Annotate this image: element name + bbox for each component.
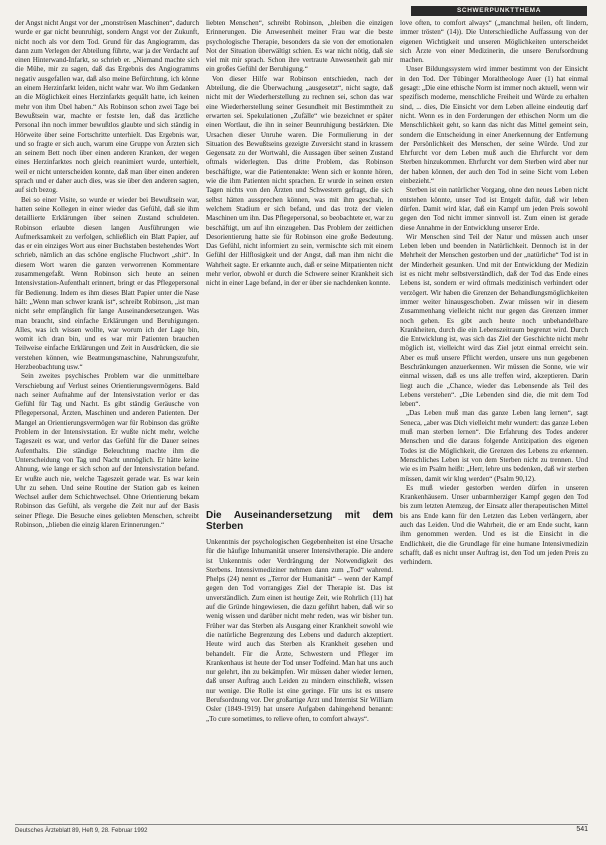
paragraph: Es muß wieder gestorben werden dürfen in unseren Krankenhäusern. Unser unbarmherziger Kampf gegen den Tod bis zum letzten Atemzug, der Einsatz aller therapeutischen Mittel bis ans Ende kann für den Letzten das Leben verlängern, aber auch das Leiden. Und die Wahrheit, die er am Ende sucht, kann ihm genommen werden. Und es ist die Einsicht in die Endlichkeit, die die Grundlage für eine humane Intensivmedizin schafft, daß es nicht unser Auftrag ist, den Tod um jeden Preis zu verhindern. <box>400 483 588 567</box>
paragraph: liebten Menschen“, schreibt Robinson, „bleiben die einzigen Erinnerungen. Die Anwesenheit meiner Frau war die beste psychologische Therapie, besonders da sie von der emotionalen Not der Situation überwältigt schien. Es war nicht nötig, daß sie viel mit mir sprach. Schon ihre vertraute Anwesenheit gab mir ein großes Gefühl der Beruhigung.“ <box>206 19 393 74</box>
footer-rule <box>15 824 588 825</box>
paragraph: der Angst nicht Angst vor der „monströsen Maschinen“, dadurch wurde er gar nicht beunruhigt, sondern Angst vor der Zukunft, nicht noch als vor dem Tod. Grund für das Angiogramm, das dann zum Verlegen der Abteilung führte, war ja der Verdacht auf einen Hinterwand-Infarkt, so schrieb er. „Niemand machte sich die Mühe, mir zu sagen, daß das Ergebnis des Angiogramms negativ ausgefallen war, daß also meine Befürchtung, ich könne an einem Herzinfarkt leiden, nicht wahr war. Wo ihm Gedanken an die Möglichkeit eines Herzinfarkts gequält hatte, ich keinen mehr von ihm Übel haben.“ Als Robinson schon zwei Tage bei Bewußtsein war, machte er festste len, daß das ärztliche Personal ihn noch immer bewußtlos glaubte und sich ständig in Hörweite über seine Fortschritte unterhielt. Das Ergebnis war, und so fragte er sich auch, warum eine Gruppe von Ärzten sich an seinem Bett noch über einen anderen Kranken, der wegen eines Herzinfarktes noch gleich reanimiert wurde, unterhielt, weil er nicht unterscheiden konnte, daß man über einen anderen sprach und er daher auch dies, was sie über den anderen sagten, auf sich bezog. <box>15 19 199 195</box>
paragraph: love often, to comfort always“ („manchmal heilen, oft lindern, immer trösten“ (14)). Die Unterschiedliche Auffassung von der eigenen Wichtigkeit und unseren Möglichkeiten unterscheidet sich Ärzte von einer Medizinerin, die unsere Berufsordnung machen. <box>400 19 588 65</box>
paragraph: Bei so einer Visite, so wurde er wieder bei Bewußtsein war, hatten seine Kollegen in einer wieder das Gefühl, daß sie ihm detaillierte Erklärungen über seinen Zustand schuldeten. Robinson erlaubte diesen langen Ausführungen wie Aufmerksamkeit zu verfolgen, schließlich ein Blatt Papier, auf das er ein einziges Wort aus einer Buchstaben bestehendes Wort schrieb, nämlich an das schöne englische Fluchwort „shit“. In diesem Wort waren die ganzen verworrenen Kommentare zusammengefaßt. Wenn Robinson sich heute an seinen Intensivstation-Aufenthalt erinnert, bringt er das Pflegepersonal für Bedienung. Indem es ihm dieses Blatt Papier unter die Nase hält: „Wenn man schwer krank ist“, schreibt Robinson, „ist man nicht sehr empfänglich für lange Auseinandersetzungen. Was man braucht, sind einfache Erklärungen und Beruhigungen. Alles, was ich wissen wollte, war worum ich der Lage bin, womit ich dran bin, und es war mir Patienten brauchen Teilweise einfache Erklärungen und Zeit in Ausdrücken, die sie verstehen können, wie Beatmungsmaschine, Nahrungszufuhr, Herzbeobachtung usw.“ <box>15 195 199 371</box>
paragraph: Sterben ist ein natürlicher Vorgang, ohne den neues Leben nicht entstehen könnte, unser Tod ist Entgelt dafür, daß wir leben dürfen. Damit wird klar, daß ein Kampf um jeden Preis sowohl gegen den Tod nicht immer sinnvoll ist. Zum einen ist gerade diese Annahme in der Entwicklung unserer Erde. <box>400 186 588 232</box>
paragraph: Wir Menschen sind Teil der Natur und müssen auch unser Leben leben und beenden in Natürlichkeit. Dennoch ist in der Mehrheit der Menschen gestorben und der „natürliche“ Tod ist in der Minderheit gesunken. Und mit der Entwicklung der Medizin ist es nicht mehr selbstverständlich, daß der Tod das Ende eines Lebens ist, sondern er wird oftmals medizinisch verhindert oder verzögert. Wir haben die Grenzen der Behandlungsmöglichkeiten immer weiter hinausgeschoben. Zwar müssen wir in diesem Zusammenhang vielleicht nicht nur gegen das Grenzen immer noch gehen. Es gibt auch heute noch unbehandelbare Krankheiten, durch die ein Lebenszeitraum begrenzt wird. Durch die Entwicklung ist, was sich das Ziel der Geschichte nicht mehr möglich ist, vielleicht wird das Ziel jetzt einmal erreicht sein. Aber es muß unsere Pflicht werden, unsere uns nun gegebenen Beschränkungen anzuerkennen. Wir müssen die Sonne, wie wir einmal wissen, daß es uns alle treffen wird, akzeptieren. Darin liegt auch die „Chance, wieder das Lebensende als Teil des Lebens verstehen“. „Die Lebenden sind die, die mit dem Tod leben“. <box>400 232 588 409</box>
section-body <box>206 538 393 724</box>
footer-citation: Deutsches Ärzteblatt 89, Heft 9, 28. Februar 1992 <box>15 828 148 834</box>
paragraph: Unkenntnis der psychologischen Gegebenheiten ist eine Ursache für die häufige Inhumanität unserer Intensivtherapie. Die andere ist Unkenntnis oder Verdrängung der Notwendigkeit des Sterbens. Intensivmediziner nehmen dann zum „Tod“ wahrend. Phelps (24) nennt es „Terror der Humanität“ – wenn der Kampf gegen den Tod vorrangiges Ziel der Therapie ist. Das ist unverständlich. Zum einen ist heutige Zeit, wie Rohrlich (11) hat auf die Gründe hingewiesen, die dazu geführt haben, daß wir so wenig wissen und darüber nicht mehr reden, was wir bisher tun. Früher war das Sterben als Ausgang einer Krankheit sowohl wie die natürliche Begrenzung des Lebens und dadurch akzeptiert. Heute wird auch das Sterben als Krankheit gesehen und behandelt. Für die Ärzte, Schwestern und Pfleger im Krankenhaus ist heute der Tod unser Todfeind. Man hat uns auch nur gelehrt, ihn zu bekämpfen. Wir müssen daher wieder lernen, daß unser Auftrag auch Leiden zu mindern einschließt, wissen nur wenige. Die Rolle ist eine geringe. Für uns ist es unsere Berufsordnung vor. Der großartige Arzt und Internist Sir William Osler (1849-1919) hat unsere Aufgaben dahingehend benannt: „To cure sometimes, to relieve often, to comfort always“. <box>206 538 393 723</box>
page-number: 541 <box>576 826 588 833</box>
paragraph: Sein zweites psychisches Problem war die unmittelbare Verschiebung auf Verlust seines Orientierungsvermögens. Bald nach seiner Aufnahme auf der Intensivstation verlor er das Gefühl für Tag und Nacht. Es gibt ständig Geräusche von Pflegepersonal, Ärzten, Maschinen und anderen Patienten. Der Mangel an Orientierungsvermögen war für Robinson das größte Problem in der Intensivstation. Er wußte nicht mehr, welche Tageszeit es war, und verlor das Gefühl für die Dauer seines Aufenthalts. Die ständige Beleuchtung machte ihm die Unterscheidung von Tag und Nacht unmöglich. Er hätte keine Ahnung, wie lange er sich schon auf der Intensivstation befand. Er wußte auch nie, welche Tageszeit gerade war. Es war kein Uhr zu sehen. Und seine Routine der Station gab es keinen Wechsel außer dem Schichtwechsel. Ohne Orientierung bekam Robinson das Gefühl, als vergehe die Zeit nur auf der Basis seiner Pflege. Die Besuche eines geliebten Menschen, schreibt Robinson, „blieben die einzig klaren Erinnerungen.“ <box>15 372 199 530</box>
text-column-3 <box>400 19 588 824</box>
text-column-1 <box>15 19 199 824</box>
paragraph: Von dieser Hilfe war Robinson entschieden, nach der Abteilung, die die Überwachung „ausgesetzt“, nicht sagte, daß nicht mit der Wiederherstellung zu rechnen sei, schon das war eine Wiederherstellung seiner Gesundheit mit Bestimmtheit zu erwarten sei. Spekulationen „Zufälle“ wie bezeichnet er später einen Wortlaut, die ihn in seiner Beunruhigung bestärkten. Die Ursachen dieser Unruhe waren. Die Formulierung in der Situation des Bewußtseins gezeigte Zuversicht stand in krassem Gegensatz zu der Wortwahl, die Aussagen über seinen Zustand oftmals widerlegten. Das dritte Problem, das Robinson beschäftigte, war die Patientenakte: Wenn sich er konnte hören, wie die ihm Patienten nicht sprachen. Er wurde in seinen ersten Tagen nichts von den Ärzten und Schwestern gefragt, die sich selbst hätten aussprechen können, was mit ihm geschah, in welchem Stadium er sich befand, und das trotz der vielen Maschinen um ihn. Das Pflegepersonal, so beobachtete er, war zu beschäftigt, um auf ihn einzugehen. Das Problem der zeitlichen Desorientierung hatte sie für Robinson eine große Bedeutung. Das Gefühl, nicht informiert zu sein, vermischte sich mit einem Gefühl der Hilflosigkeit und der Angst, daß man ihm nicht die Wahrheit sagte. Er erkannte auch, daß er seine Mitpatienten nicht mehr verlor, obwohl er durch die Schwere seiner Krankheit sich nicht in einer Lage befand, in der er über sie nachdenken konnte. <box>206 74 393 288</box>
section-tag: SCHWERPUNKTTHEMA <box>411 6 587 16</box>
text-column-2 <box>206 19 393 499</box>
paragraph: „Das Leben muß man das ganze Leben lang lernen“, sagt Seneca, „aber was Dich vielleicht mehr wundert: das ganze Leben muß man sterben lernen“. Die Erfahrung des Todes anderer Menschen und die daraus folgende Antizipation des eigenen Todes ist die Möglichkeit, die Grenzen des Lebens zu erkennen. Menschliches Leben ist von dem Sterben nicht zu trennen. Und wie es im Psalm heißt: „Herr, lehre uns bedenken, daß wir sterben müssen, damit wir klug werden“ (Psalm 90,12). <box>400 409 588 483</box>
section-heading: Die Auseinandersetzung mit dem Sterben <box>206 510 393 532</box>
section-dying <box>206 510 393 825</box>
paragraph: Unser Bildungssystem wird immer bestimmt von der Einsicht in den Tod. Der Tübinger Moraltheologe Auer (1) hat einmal gesagt: „Die eine ethische Norm ist immer noch aktuell, wenn wir spezifisch moderne, menschliche Freiheit und Würde zu erhalten sind, ... dies, Die Einsicht vor dem Leben alleine eindeutig darf nicht. Wenn es in den Forderungen der ethischen Norm um die Menschlichkeit geht, so kann das nicht das Mittel gemeint sein, sondern die Entscheidung in einer Anerkennung der Entfernung der Persönlichkeit des Menschen, der seine Würde. Und zur Ehrfurcht vor dem Leben muß auch die Ehrfurcht vor dem Sterben hinzukommen. Ehrfurcht vor dem Sterben wird aber nur der haben können, der auch den Tod in seine Sicht vom Leben einbezieht.“ <box>400 65 588 186</box>
